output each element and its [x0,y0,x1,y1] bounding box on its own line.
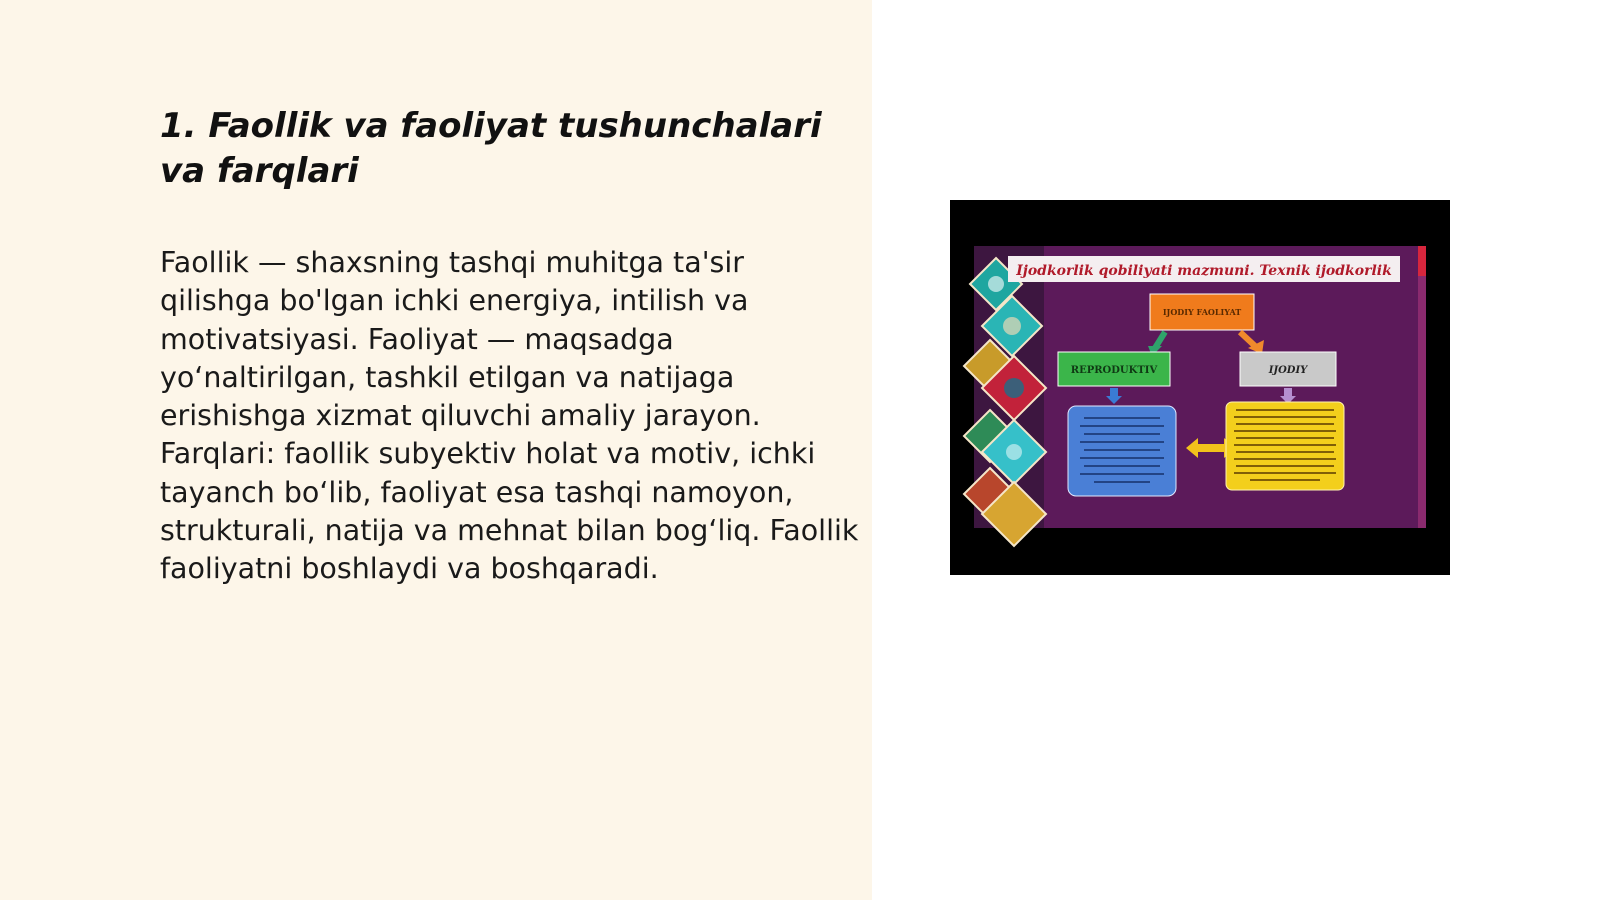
edge-strip [1418,246,1426,528]
slide-body-text: Faollik — shaxsning tashqi muhitga ta'sir qilishga bo'lgan ichki energiya, intilish va motivatsiyasi. Faoliyat — maqsadga yo‘naltirilgan, tashkil etilgan va natijaga erishishga xizmat qiluvchi amaliy jarayon. Farqlari: faollik subyektiv holat va motiv, ichki tayanch bo‘lib, faoliyat esa tashqi namoyon, strukturali, natija va mehnat bilan bog‘liq. Faollik faoliyatni boshlaydi va boshqaradi. [160,246,859,586]
diagram-yellow-card [1226,402,1344,490]
diagram-left-box-label: REPRODUKTIV [1070,365,1158,376]
slide-title: 1. Faollik va faoliyat tushunchalari va farqlari [160,106,822,191]
diagram-right-box-label: IJODIY [1268,365,1308,376]
embedded-slide-image [950,200,1450,575]
embedded-video-frame [950,200,1450,575]
down-arrow-right [1284,388,1292,396]
diagram-top-box-label: IJODIY FAOLIYAT [1162,307,1242,317]
image-banner-text: Ijodkorlik qobiliyati mazmuni. Texnik ijodkorlik [1016,263,1392,279]
down-arrow-left [1110,388,1118,396]
decorative-pattern [964,246,1046,546]
